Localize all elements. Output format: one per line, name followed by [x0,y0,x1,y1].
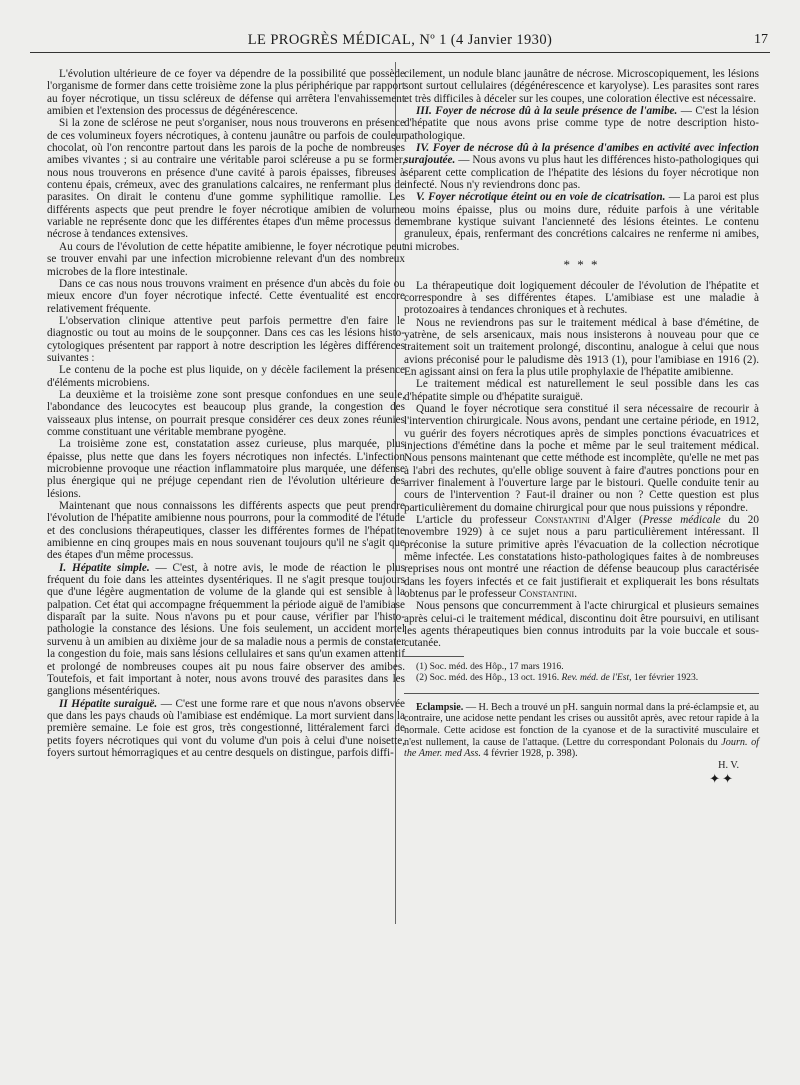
journal-name: Rev. méd. de l'Est [561,671,630,683]
text-run: du 20 novembre 1929) à ce sujet nous a paru particulièrement intéressant. Il préconise la suture primitive après l'évacuation de la collection nécrotique même infectée. Les constatations histo-pathologiques faites à de nombreuses reprises nous ont montré une réaction de défense beaucoup plus caractérisée dans les foyers infectés et ce fait justifierait et expliquerait les bons résultats obtenus par le professeur [404,514,759,601]
paragraph: Maintenant que nous connaissons les différents aspects que peut prendre l'évolution de l'hépatite amibienne nous pourrons, pour la commodité de l'étude et des conclusions thérapeutiques, classer les différentes formes de l'hépatite amibienne en cinq groupes mais en nous souvenant toujours qu'il ne s'agit que des étapes d'un même processus. [47,500,405,562]
paragraph: L'évolution ultérieure de ce foyer va dépendre de la possibilité que possède l'organisme de former dans cette troisième zone la plus périphérique par rapport au foyer nécrotique, un tissu scléreux de défense qui arrêtera l'envahissement amibien et l'extension des processus de dégénérescence. [47,68,405,118]
section-hepatite-simple [47,562,405,698]
text-run: — H. Bech a trouvé un pH. sanguin normal dans la pré-éclampsie et, au contraire, une acidose nette pendant les crises ou aussitôt après, avec retour rapide à la normale. Cette acidose est fonction de la cyanose et de la suractivité musculaire et n'est nullement, la cause de l'attaque. (Lettre du correspondant Polonais du [404,701,759,748]
paragraph: L'observation clinique attentive peut parfois permettre d'en faire le diagnostic ou tout au moins de le soupçonner. Dans ces cas les lésions histo-cytologiques présentent par rapport à notre description les légères différences suivantes : [47,314,405,364]
text-run: (2) Soc. méd. des Hôp., 13 oct. 1916. [416,671,562,683]
eclampsie-paragraph [404,702,759,760]
paragraph: Le contenu de la poche est plus liquide, on y décèle facilement la présence d'éléments microbiens. [47,364,405,389]
paragraph: Dans ce cas nous nous trouvons vraiment en présence d'un abcès du foie ou mieux encore d'un foyer nécrotique infecté. Cette éventualité est encore relativement fréquente. [47,277,405,315]
paragraph: Nous pensons que concurremment à l'acte chirurgical et plusieurs semaines après celui-ci le traitement médical, discontinu doit être poursuivi, en utilisant les agents thérapeutiques bien connus introduits par la voie buccale et sous-cutanée. [404,600,759,650]
paragraph: La deuxième et la troisième zone sont presque confondues en une seule, l'abondance des leucocytes est beaucoup plus grande, la congestion des vaisseaux plus intense, on pourrait presque considérer ces deux zones réunies comme constituant une véritable membrane pyogène. [47,388,405,438]
footnote-1: (1) Soc. méd. des Hôp., 17 mars 1916. [416,660,564,672]
page-number: 17 [754,32,768,47]
paragraph: Le traitement médical est naturellement le seul possible dans les cas d'hépatite simple ou d'hépatite suraiguë. [404,378,759,403]
section-title: II Hépatite suraiguë. [59,697,158,710]
paragraph-continuation: cilement, un nodule blanc jaunâtre de nécrose. Microscopiquement, les lésions sont surtout cellulaires (dégénérescence et karyolyse). Les parasites sont rares et très difficiles à déceler sur les coupes, une coloration élective est nécessaire. [404,68,759,105]
paragraph: Nous ne reviendrons pas sur le traitement médical à base d'émétine, de yatrène, de sels arsenicaux, mais nous insisterons à nouveau pour que ce traitement soit un traitement prolongé, discontinu, analogue à celui que nous avions préconisé pour le paludisme dès 1913 (1), pour l'amibiase en 1916 (2). En agissant ainsi on fera la plus utile prophylaxie de l'hépatite amibienne. [404,316,759,378]
journal-name: Journ. of the Amer. med Ass. [404,736,759,760]
footnote-rule [404,656,464,657]
section-foyer-necrose [404,105,759,142]
author-name: Constantini [518,588,575,601]
section-text: — Nous avons vu plus haut les différences histo-pathologiques qui séparent cette complication de l'hépatite des lésions du foyer nécrotique non infecté. Nous n'y reviendrons donc pas. [404,154,759,192]
end-ornament: ✦✦ [709,771,735,787]
signature: H. V. [718,759,739,771]
section-title: III. Foyer de nécrose dû à la seule présence de l'amibe. [416,105,678,118]
section-hepatite-suraigue [47,698,405,760]
text-run: . [574,588,578,601]
section-title: V. Foyer nécrotique éteint ou en voie de cicatrisation. [416,191,666,204]
section-text: — C'est, à notre avis, le mode de réaction le plus fréquent du foie dans les atteintes dysentériques. Il ne s'agit presque toujours que d'une légère augmentation de volume de la glande qui est sensible à la palpation. Cet état qui accompagne fréquemment la période aiguë de l'amibiase disparaît par la suite. Nous n'avons pu et pour cause, vérifier par l'histo-pathologie la constance des lésions. Une fois seulement, un accident mortel survenu à un amibien au dixième jour de sa maladie nous a permis de constater la congestion du foie, mais sans lésions cellulaires et sans qu'un examen attentif et prolongé de nombreuses coupes ait pu nous faire observer des amibes. Toutefois, et fait important à noter, nous avons trouvé des parasites dans les ganglions mésentériques. [47,561,405,698]
eclampsie-note [404,702,759,785]
footnotes [404,661,759,683]
section-title: I. Hépatite simple. [59,561,150,574]
text-run: , 1er février 1923. [629,671,699,683]
footnote-2 [404,672,759,683]
section-title: IV. Foyer de nécrose dû à la présence d'amibes en activité avec infection surajoutée. [404,142,759,167]
paragraph-constantini [404,514,759,600]
text-run: 4 février 1928, p. 398). [480,748,578,760]
paragraph: Au cours de l'évolution de cette hépatite amibienne, le foyer nécrotique peut se trouver envahi par une infection microbienne relevant d'un des nombreux microbes de la flore intestinale. [47,240,405,278]
journal-name: Presse médicale [642,514,721,527]
right-column [404,68,759,785]
journal-title: LE PROGRÈS MÉDICAL, Nº 1 (4 Janvier 1930) [247,32,553,48]
article-separator-rule [404,693,759,694]
text-run: L'article du professeur [416,514,535,527]
paragraph: La thérapeutique doit logiquement découler de l'évolution de l'hépatite et correspondre à ses différentes étapes. L'amibiase est une maladie à protozoaires à tendances chroniques et à rechutes. [404,279,759,317]
section-text: — C'est une forme rare et que nous n'avons observée que dans les pays chauds où l'amibiase est endémique. La mort survient dans la première semaine. Le foie est gros, très congestionné, littéralement farci de petits foyers nécrotiques qui vont du volume d'un pois à celui d'une noisette, foyers surtout hémorragiques et au centre desquels on distingue, parfois diffi- [47,697,406,759]
text-run: d'Alger ( [589,514,643,527]
section-foyer-eteint [404,191,759,253]
section-separator-stars: * * * [563,257,600,273]
note-title: Eclampsie. [416,701,464,713]
section-foyer-infecte [404,142,759,191]
author-name: Constantini [534,514,590,527]
page-header [30,30,770,53]
section-text: — C'est la lésion d'hépatite que nous avons prise comme type de notre description histo-pathologique. [404,105,759,142]
paragraph: Quand le foyer nécrotique sera constitué il sera nécessaire de recourir à l'intervention chirurgicale. Nous avons, pendant une certaine période, en 1912, vu guérir des foyers nécrotiques après de simples ponctions évacuatrices et injections d'émétine dans la poche et même par le seul traitement médical. Nous pensons maintenant que cette méthode est incomplète, qu'elle ne met pas à l'abri des rechutes, qu'elle oblige souvent à faire d'autres ponctions pour en arriver finalement à l'ouverture large par le bistouri. Quelle conduite tenir au cours de l'intervention ? Faut-il drainer ou non ? Cette question est plus particulièrement du domaine chirurgical pour que nous puissions y répondre. [404,402,759,514]
paragraph: La troisième zone est, constatation assez curieuse, plus marquée, plus épaisse, plus nette que dans les foyers nécrotiques non infectés. L'infection microbienne provoque une réaction inflammatoire plus marquée, une défense plus énergique qui ne préjuge cependant rien de l'évolution ultérieure des lésions. [47,438,405,500]
paragraph: Si la zone de sclérose ne peut s'organiser, nous nous trouverons en présence de ces volumineux foyers nécrotiques, à contenu jaunâtre ou parfois de couleur chocolat, où l'on rencontre partout dans les parois de la poche de nombreuses amibes vivantes ; si au contraire une véritable paroi scléreuse a pu se former, nous nous trouverons en présence d'une cavité à parois épaisses, fibreuses à contenu épais, crémeux, avec des granulations calcaires, ne renfermant plus de parasites. On dirait le contenu d'une gomme syphilitique ramollie. Les différents aspects que peut prendre le foyer nécrotique amibien de volume variable ne représente donc que les différentes étapes d'un même processus de nécrose à tendances extensives. [47,117,405,241]
section-text: — La paroi est plus ou moins épaisse, plus ou moins dure, réduite parfois à une véritable membrane kystique suivant l'ancienneté des lésions éteintes. Le contenu granuleux, épais, renfermant des concrétions calcaires ne renferme ni amibes, ni microbes. [404,191,759,253]
left-column [47,68,405,759]
